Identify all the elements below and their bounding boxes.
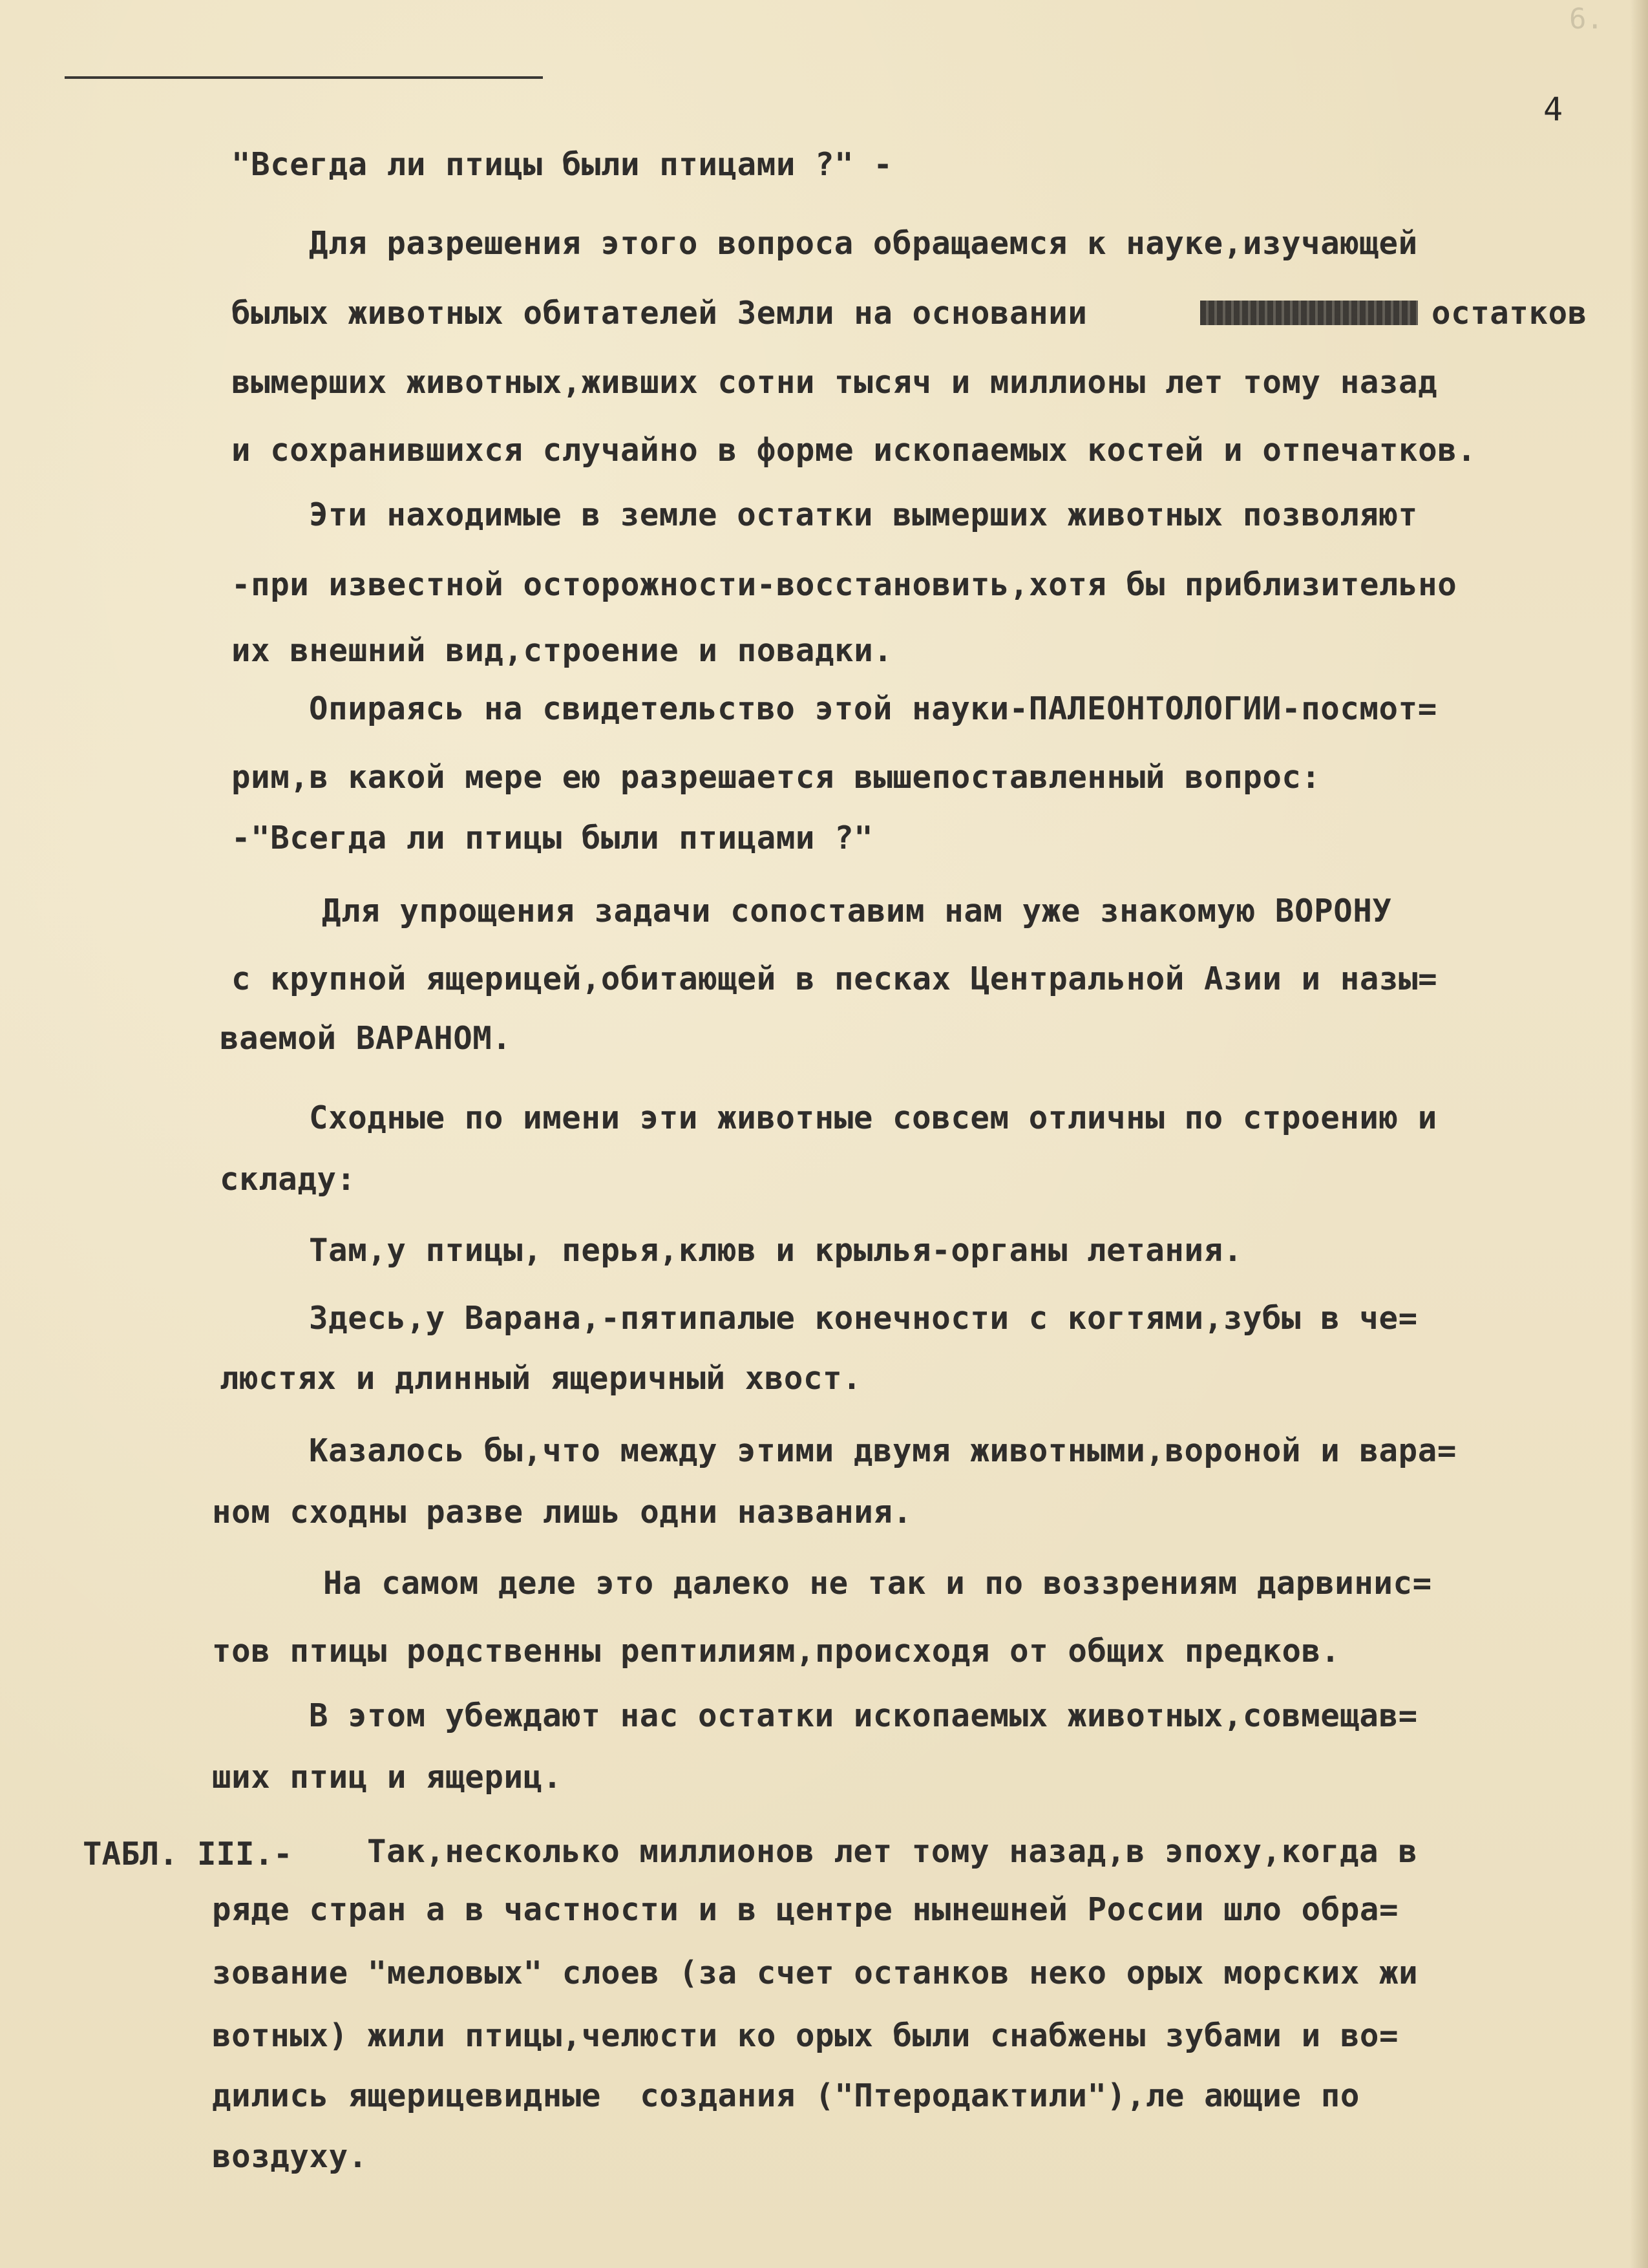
ghost-page-number: 6. [1569,3,1603,36]
text-line: Опираясь на свидетельство этой науки-ПАЛЕОНТОЛОГИИ-посмот= [309,690,1437,727]
text-line: Казалось бы,что между этими двумя животными,вороной и вара= [309,1432,1457,1469]
text-line: воздуху. [212,2138,368,2175]
text-line: люстях и длинный ящеричный хвост. [220,1360,862,1397]
text-line: В этом убеждают нас остатки ископаемых животных,совмещав= [309,1697,1418,1734]
text-line: остатков [1431,295,1587,332]
text-line: ших птиц и ящериц. [212,1759,562,1796]
text-line: Сходные по имени эти животные совсем отличны по строению и [309,1099,1437,1136]
text-line: ряде стран а в частности и в центре нынешней России шло обра= [212,1891,1399,1928]
text-line: На самом деле это далеко не так и по воззрениям дарвинис= [323,1565,1432,1602]
text-line: тов птицы родственны рептилиям,происходя от общих предков. [212,1633,1340,1669]
page-edge [1630,0,1648,2268]
text-line: -"Всегда ли птицы были птицами ?" [231,820,874,856]
text-line: и сохранившихся случайно в форме ископаемых костей и отпечатков. [231,432,1477,469]
top-rule [65,76,543,79]
page-number: 4 [1543,90,1565,128]
text-line: Для разрешения этого вопроса обращаемся к науке,изучающей [309,225,1418,262]
table-marker: ТАБЛ. III.- [83,1836,293,1872]
text-line: Так,несколько миллионов лет тому назад,в эпоху,когда в [367,1833,1418,1870]
text-line: Там,у птицы, перья,клюв и крылья-органы летания. [309,1232,1243,1269]
text-line: складу: [220,1161,356,1198]
text-line: вотных) жили птицы,челюсти ко орых были снабжены зубами и во= [212,2017,1399,2054]
text-line: -при известной осторожности-восстановить,хотя бы приблизительно [231,566,1457,603]
text-line: рим,в какой мере ею разрешается вышепоставленный вопрос: [231,759,1321,796]
text-line: "Всегда ли птицы были птицами ?" - [231,146,893,183]
text-line: вымерших животных,живших сотни тысяч и миллионы лет тому назад [231,364,1438,401]
text-line: былых животных обитателей Земли на основании [231,295,1088,332]
text-line: Эти находимые в земле остатки вымерших животных позволяют [309,496,1418,533]
text-line: зование "меловых" слоев (за счет останков неко орых морских жи [212,1955,1419,1991]
struck-out-word [1200,301,1418,325]
text-line: их внешний вид,строение и повадки. [231,632,893,669]
text-line: ном сходны разве лишь одни названия. [212,1494,913,1531]
text-line: Для упрощения задачи сопоставим нам уже знакомую ВОРОНУ [322,893,1392,929]
text-line: Здесь,у Варана,-пятипалые конечности с когтями,зубы в че= [309,1300,1418,1337]
text-line: дились ящерицевидные создания ("Птеродактили"),ле ающие по [212,2077,1360,2114]
text-line: с крупной ящерицей,обитающей в песках Центральной Азии и назы= [231,960,1438,997]
text-line: ваемой ВАРАНОМ. [220,1020,512,1057]
